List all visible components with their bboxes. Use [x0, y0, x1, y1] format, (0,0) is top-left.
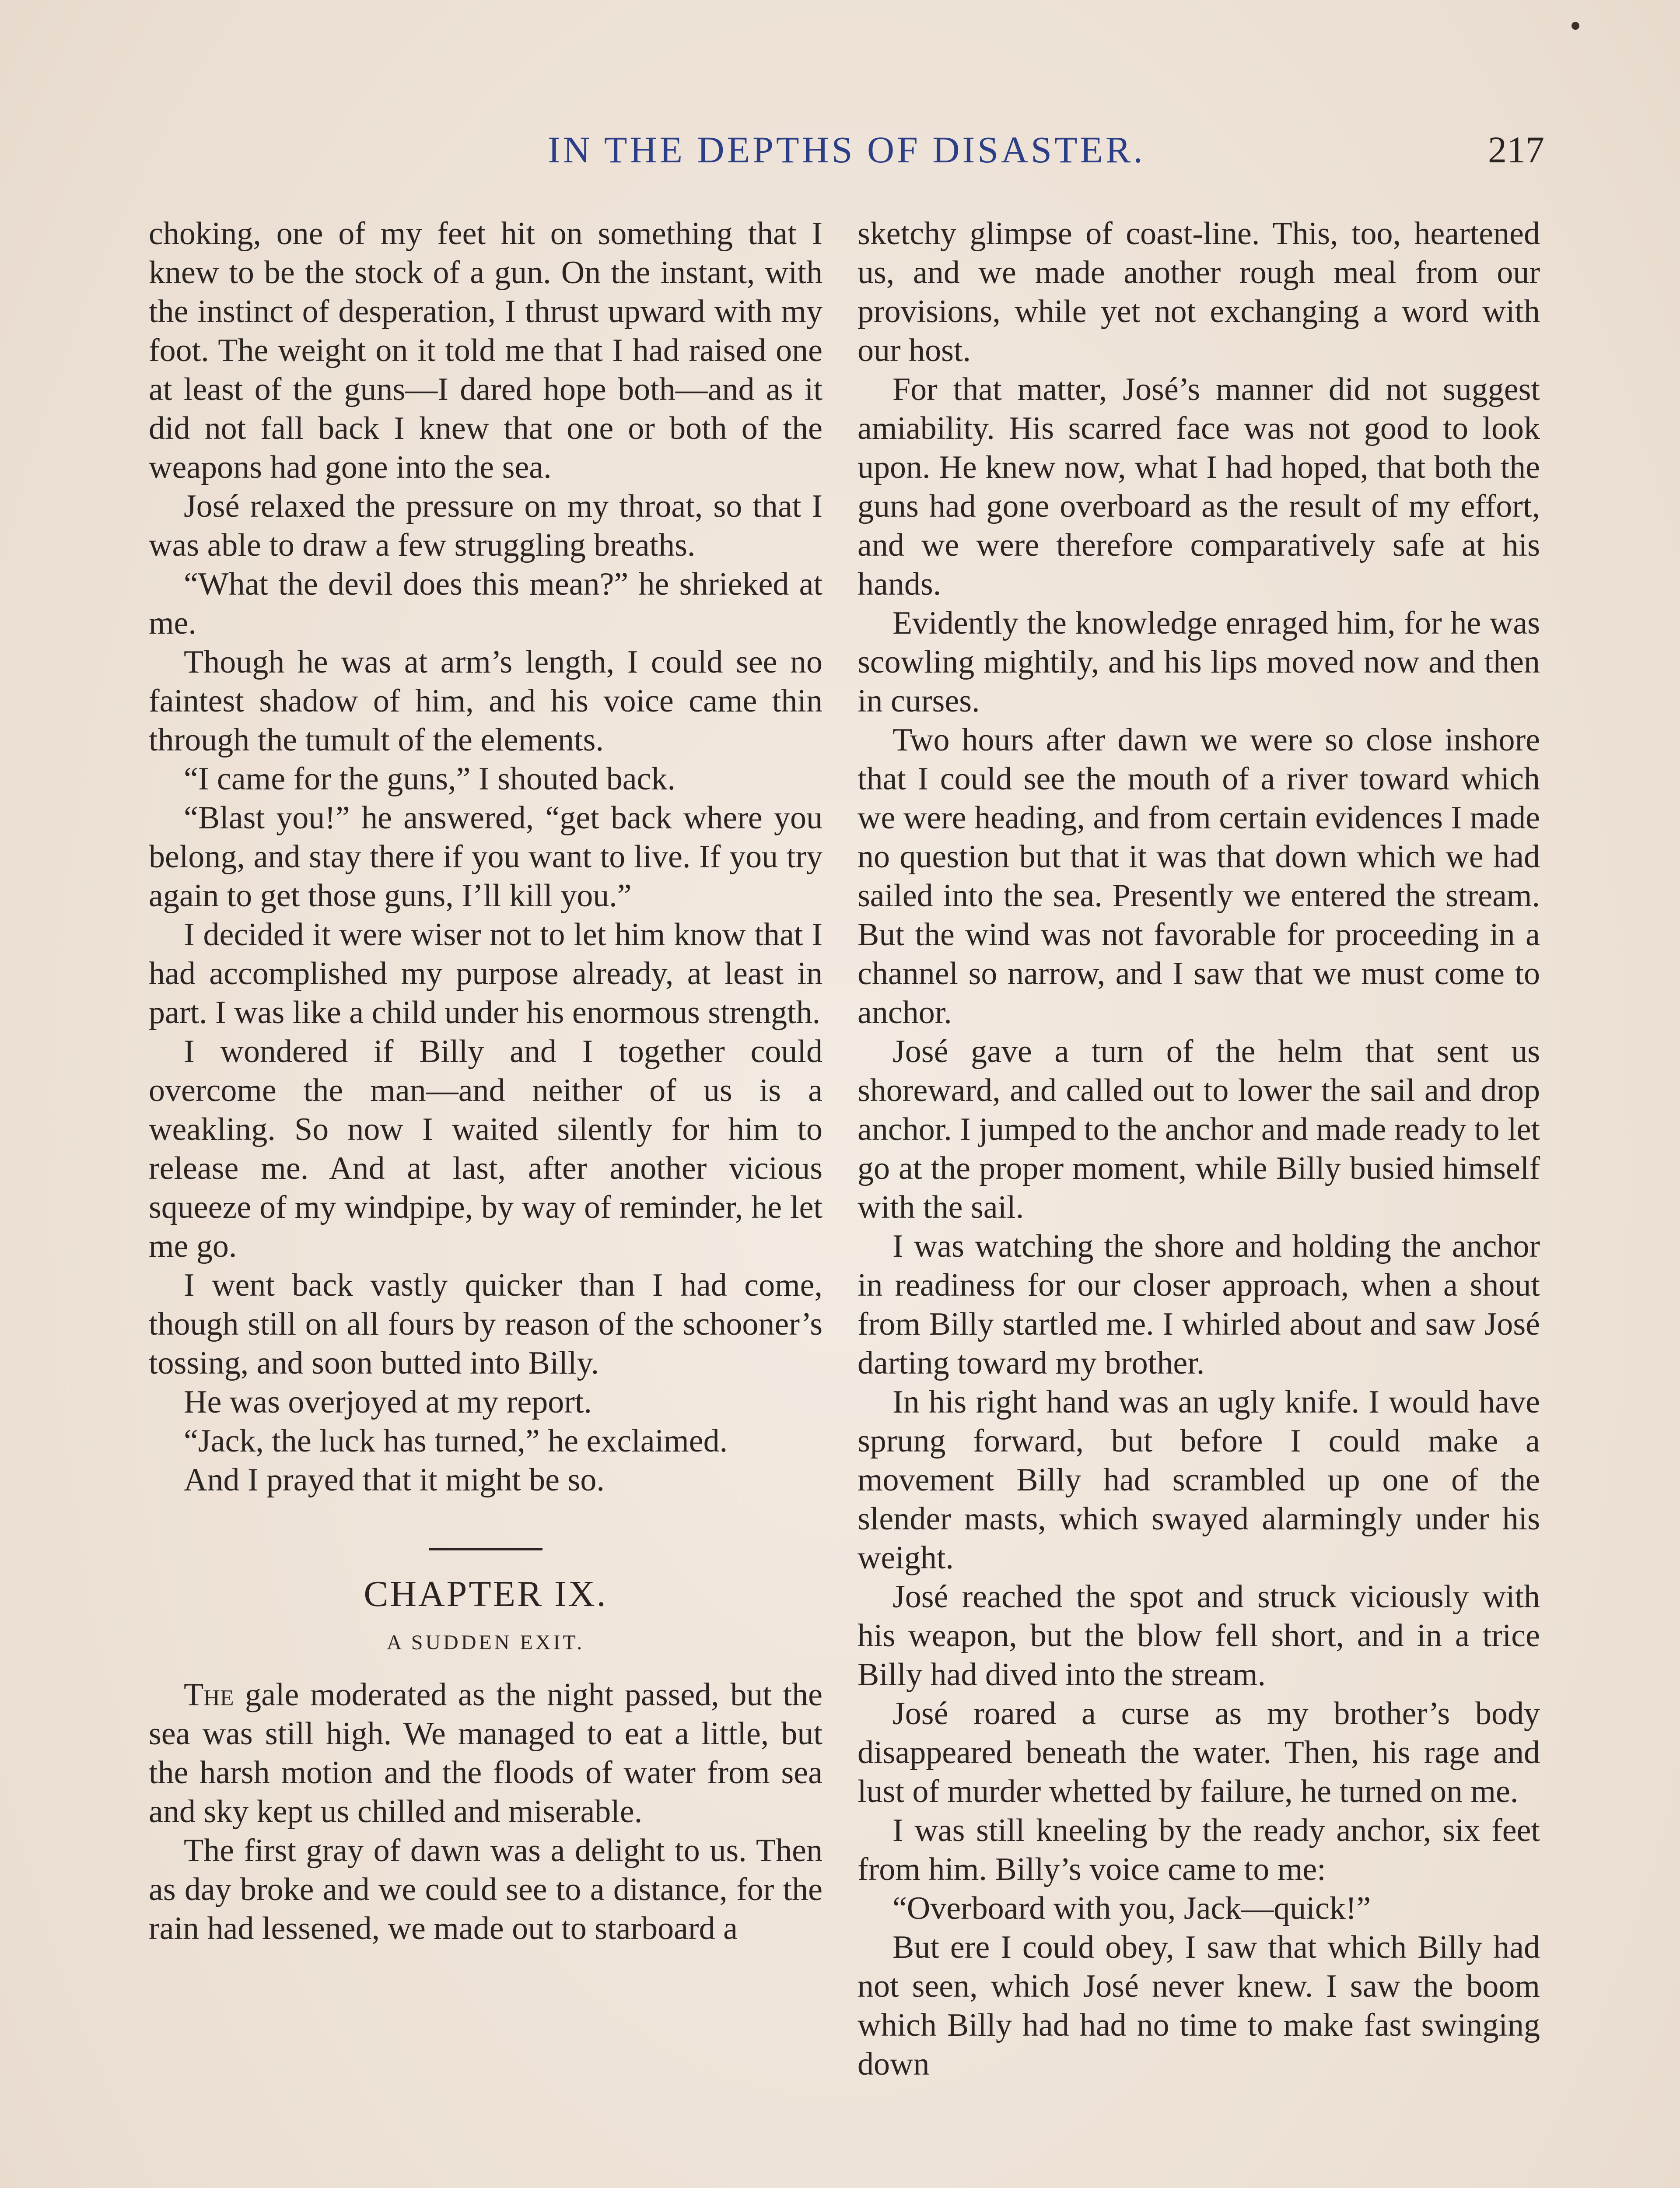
chapter-title: CHAPTER IX.	[364, 1574, 608, 1614]
chapter-opening-paragraph	[149, 1676, 822, 1831]
paragraph: Evidently the knowledge enraged him, for he was scowling mightily, and his lips moved now and then in curses.	[858, 605, 1540, 719]
paragraph: choking, one of my feet hit on something that I knew to be the stock of a gun. On the instant, with the instinct of desperation, I thrust upward with my foot. The weight on it told me that I had raised one at least of the guns—I dared hope both—and as it did not fall back I knew that one or both of the weapons had gone into the sea.	[149, 216, 822, 485]
opening-text: gale moderated as the night passed, but the sea was still high. We managed to eat a little, but the harsh motion and the floods of water from sea and sky kept us chilled and miserable.	[149, 1677, 822, 1830]
paragraph: “Jack, the luck has turned,” he exclaimed.	[184, 1423, 728, 1459]
paragraph: José roared a curse as my brother’s body disappeared beneath the water. Then, his rage and lust of murder whetted by failure, he turned on me.	[858, 1696, 1540, 1809]
page-number: 217	[1488, 129, 1544, 171]
paragraph: I wondered if Billy and I together could overcome the man—and neither of us is a weakling. So now I waited silently for him to release me. And at last, after another vicious squeeze of my windpipe, by way of reminder, he let me go.	[149, 1034, 822, 1264]
paragraph: I was watching the shore and holding the anchor in readiness for our closer approach, when a shout from Billy startled me. I whirled about and saw José darting toward my brother.	[858, 1228, 1540, 1381]
paragraph: José gave a turn of the helm that sent us shoreward, and called out to lower the sail and drop anchor. I jumped to the anchor and made ready to let go at the proper moment, while Billy busied himself with the sail.	[858, 1034, 1540, 1225]
paragraph: “What the devil does this mean?” he shrieked at me.	[149, 566, 822, 641]
chapter-subtitle: A SUDDEN EXIT.	[386, 1631, 585, 1654]
paragraph: For that matter, José’s manner did not suggest amiability. His scarred face was not good to look upon. He knew now, what I had hoped, that both the guns had gone overboard as the result of my effort, and we were therefore comparatively safe at his hands.	[858, 372, 1540, 602]
paragraph: Though he was at arm’s length, I could see no faintest shadow of him, and his voice came thin through the tumult of the elements.	[149, 644, 822, 758]
running-head: IN THE DEPTHS OF DISASTER.	[548, 129, 1145, 171]
opening-word: The	[184, 1677, 234, 1713]
left-column	[149, 214, 822, 1948]
paragraph: “I came for the guns,” I shouted back.	[184, 761, 676, 797]
paragraph: I went back vastly quicker than I had come, though still on all fours by reason of the schooner’s tossing, and soon butted into Billy.	[149, 1267, 822, 1381]
paragraph: In his right hand was an ugly knife. I would have sprung forward, but before I could make a movement Billy had scrambled up one of the slender masts, which swayed alarmingly under his weight.	[858, 1384, 1540, 1576]
paragraph: I decided it were wiser not to let him know that I had accomplished my purpose already, at least in part. I was like a child under his enormous strength.	[149, 917, 822, 1031]
paragraph: José reached the spot and struck viciously with his weapon, but the blow fell short, and in a trice Billy had dived into the stream.	[858, 1579, 1540, 1693]
paragraph: Two hours after dawn we were so close inshore that I could see the mouth of a river toward which we were heading, and from certain evidences I made no question but that it was that down which we had sailed into the sea. Presently we entered the stream. But the wind was not favorable for proceeding in a channel so narrow, and I saw that we must come to anchor.	[858, 722, 1540, 1031]
paragraph: “Overboard with you, Jack—quick!”	[892, 1890, 1371, 1926]
paragraph: sketchy glimpse of coast-line. This, too, heartened us, and we made another rough meal from our provisions, while yet not exchanging a word with our host.	[858, 216, 1540, 368]
paragraph: He was overjoyed at my report.	[184, 1384, 592, 1420]
section-divider	[429, 1548, 542, 1550]
paragraph: And I prayed that it might be so.	[184, 1462, 605, 1498]
page-header	[149, 128, 1544, 180]
paragraph: The first gray of dawn was a delight to us. Then as day broke and we could see to a distance, for the rain had lessened, we made out to starboard a	[149, 1833, 822, 1946]
paragraph: “Blast you!” he answered, “get back where you belong, and stay there if you want to live. If you try again to get those guns, I’ll kill you.”	[149, 800, 822, 914]
ink-speck	[1572, 22, 1579, 30]
paragraph: But ere I could obey, I saw that which Billy had not seen, which José never knew. I saw the boom which Billy had had no time to make fast swinging down	[858, 1929, 1540, 2082]
paragraph: I was still kneeling by the ready anchor, six feet from him. Billy’s voice came to me:	[858, 1813, 1540, 1887]
paragraph: José relaxed the pressure on my throat, so that I was able to draw a few struggling breaths.	[149, 488, 822, 563]
right-column	[858, 214, 1540, 2084]
